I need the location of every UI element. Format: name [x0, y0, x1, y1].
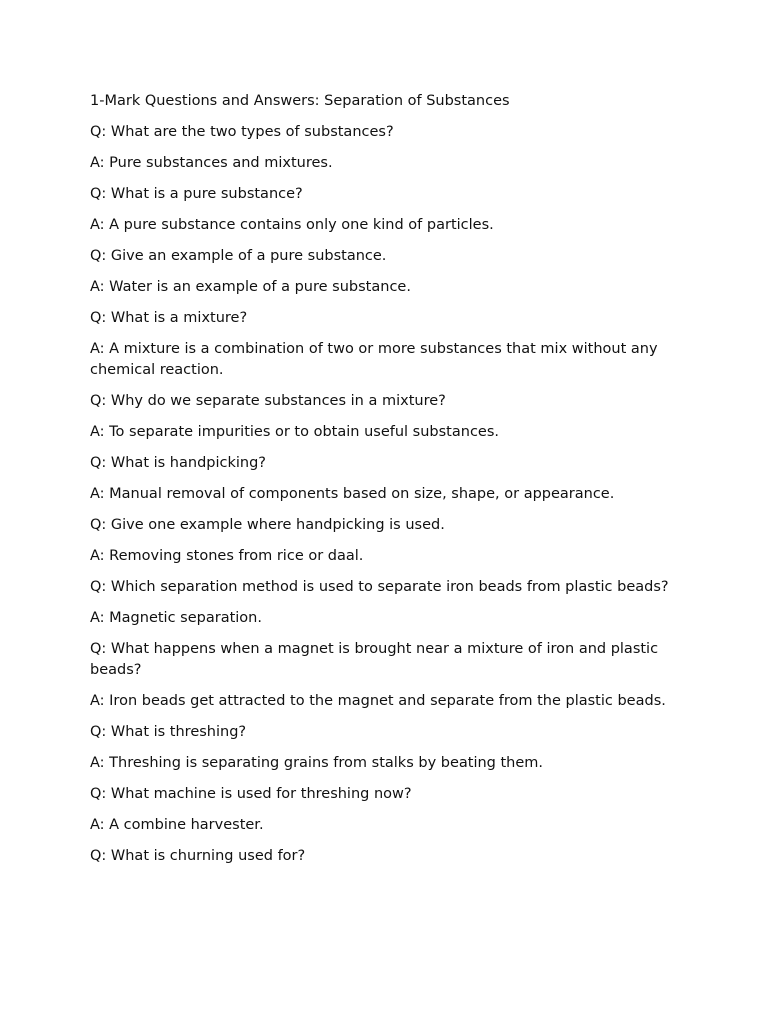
question-line: Q: What machine is used for threshing now?	[90, 786, 412, 802]
question-line: Q: What is a mixture?	[90, 310, 248, 326]
answer-line: A: A combine harvester.	[90, 817, 264, 833]
document-title: 1-Mark Questions and Answers: Separation of Substances	[90, 93, 510, 109]
answer-line: A: Manual removal of components based on size, shape, or appearance.	[90, 486, 615, 502]
question-line: Q: What is churning used for?	[90, 848, 306, 864]
answer-line: A: Pure substances and mixtures.	[90, 155, 333, 171]
question-line: Q: What are the two types of substances?	[90, 124, 394, 140]
answer-line: A: Iron beads get attracted to the magnet and separate from the plastic beads.	[90, 693, 666, 709]
document-page	[90, 91, 670, 877]
question-line: Q: What is handpicking?	[90, 455, 266, 471]
question-line: Q: What is a pure substance?	[90, 186, 303, 202]
question-line: Q: What is threshing?	[90, 724, 247, 740]
question-line: Q: Give an example of a pure substance.	[90, 248, 387, 264]
answer-line: A: Threshing is separating grains from stalks by beating them.	[90, 755, 544, 771]
answer-line: A: A pure substance contains only one kind of particles.	[90, 217, 494, 233]
answer-line: A: To separate impurities or to obtain useful substances.	[90, 424, 499, 440]
answer-line: A: Water is an example of a pure substance.	[90, 279, 411, 295]
answer-line: A: Removing stones from rice or daal.	[90, 548, 364, 564]
question-line: Q: Why do we separate substances in a mixture?	[90, 393, 446, 409]
question-line: Q: Give one example where handpicking is used.	[90, 517, 445, 533]
answer-line: A: Magnetic separation.	[90, 610, 262, 626]
question-line: Q: Which separation method is used to separate iron beads from plastic beads?	[90, 579, 669, 595]
question-line: Q: What happens when a magnet is brought near a mixture of iron and plastic beads?	[90, 641, 659, 678]
answer-line: A: A mixture is a combination of two or more substances that mix without any chemical reaction.	[90, 341, 658, 378]
